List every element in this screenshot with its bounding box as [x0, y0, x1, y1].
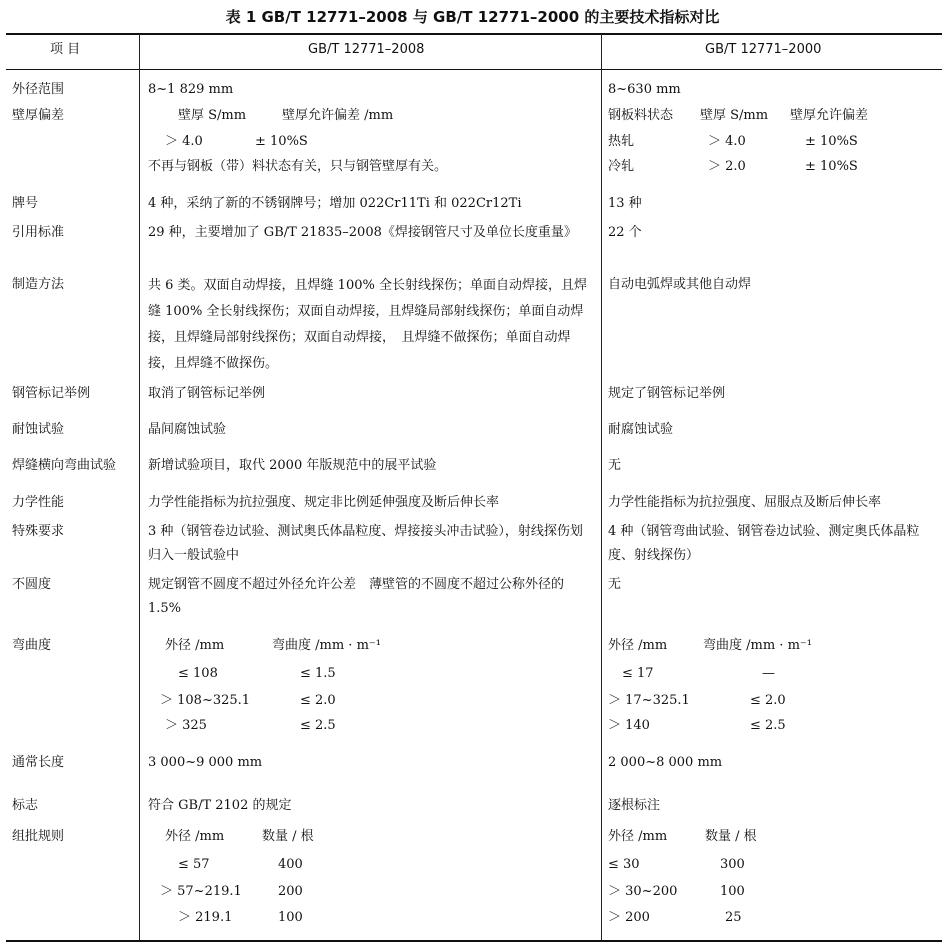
row-label-mark: 标志	[12, 798, 39, 813]
table-title: 表 1 GB/T 12771–2008 与 GB/T 12771–2000 的主要技术指标对比	[225, 8, 720, 26]
wall-dev-old-hot-thickness: ＞ 4.0	[708, 134, 746, 149]
straightness-new-r3-bow: ≤ 2.5	[300, 718, 336, 733]
marking-example-new: 取消了钢管标记举例	[148, 386, 266, 401]
straightness-new-header-bow: 弯曲度 /mm · m⁻¹	[272, 638, 381, 653]
straightness-old-r2-od: ＞ 17~325.1	[608, 693, 690, 708]
straightness-new-r3-od: ＞ 325	[165, 718, 207, 733]
row-label-grade: 牌号	[12, 196, 39, 211]
batch-old-r1-od: ≤ 30	[608, 857, 640, 872]
row-label-corrosion-test: 耐蚀试验	[12, 422, 65, 437]
wall-dev-old-cold-tolerance: ± 10%S	[805, 159, 858, 174]
straightness-old-r3-bow: ≤ 2.5	[750, 718, 786, 733]
row-label-manufacturing-method: 制造方法	[12, 277, 65, 292]
row-label-special-requirements: 特殊要求	[12, 524, 65, 539]
wall-dev-old-cold-thickness: ＞ 2.0	[708, 159, 746, 174]
batch-new-r2-od: ＞ 57~219.1	[160, 884, 242, 899]
straightness-old-r2-bow: ≤ 2.0	[750, 693, 786, 708]
row-label-weld-bend-test: 焊缝横向弯曲试验	[12, 458, 117, 473]
row-label-marking-example: 钢管标记举例	[12, 386, 91, 401]
wall-dev-old-header-thickness: 壁厚 S/mm	[700, 108, 769, 123]
corrosion-test-old: 耐腐蚀试验	[608, 422, 674, 437]
straightness-new-header-od: 外径 /mm	[165, 638, 225, 653]
straightness-old-r3-od: ＞ 140	[608, 718, 650, 733]
mark-new: 符合 GB/T 2102 的规定	[148, 798, 292, 813]
wall-dev-old-hot-tolerance: ± 10%S	[805, 134, 858, 149]
manufacturing-method-new: 共 6 类。双面自动焊接，且焊缝 100% 全长射线探伤；单面自动焊接，且焊缝 100% 全长射线探伤；双面自动焊接，且焊缝局部射线探伤；单面自动焊接，且焊缝局部射线探伤；双面自动焊接， 且焊缝不做探伤；单面自动焊接，且焊缝不做探伤。	[148, 278, 587, 371]
row-label-length: 通常长度	[12, 755, 65, 770]
reference-standards-new: 29 种，主要增加了 GB/T 21835–2008《焊接钢管尺寸及单位长度重量》	[148, 225, 577, 240]
batch-new-r2-qty: 200	[278, 884, 303, 899]
row-label-od-range: 外径范围	[12, 82, 65, 97]
column-divider-2	[601, 34, 602, 940]
batch-new-header-qty: 数量 / 根	[262, 829, 314, 844]
batch-new-r1-qty: 400	[278, 857, 303, 872]
wall-dev-new-note: 不再与钢板（带）料状态有关，只与钢管壁厚有关。	[148, 159, 448, 174]
header-old-standard: GB/T 12771–2000	[705, 42, 822, 57]
straightness-new-r1-bow: ≤ 1.5	[300, 666, 336, 681]
od-range-old: 8~630 mm	[608, 82, 681, 97]
batch-new-r1-od: ≤ 57	[178, 857, 210, 872]
mechanical-properties-old: 力学性能指标为抗拉强度、屈服点及断后伸长率	[608, 495, 882, 510]
ovality-old: 无	[608, 577, 622, 592]
mechanical-properties-new: 力学性能指标为抗拉强度、规定非比例延伸强度及断后伸长率	[148, 495, 500, 510]
corrosion-test-new: 晶间腐蚀试验	[148, 422, 227, 437]
column-divider-1	[139, 34, 140, 940]
grade-new: 4 种，采纳了新的不锈钢牌号；增加 022Cr11Ti 和 022Cr12Ti	[148, 196, 522, 211]
wall-dev-old-header-state: 钢板料状态	[608, 108, 674, 123]
ovality-new: 规定钢管不圆度不超过外径允许公差 薄壁管的不圆度不超过公称外径的 1.5%	[148, 577, 565, 616]
batch-old-r2-qty: 100	[720, 884, 745, 899]
straightness-old-r1-od: ≤ 17	[622, 666, 654, 681]
row-label-batch-rule: 组批规则	[12, 829, 65, 844]
row-label-wall-deviation: 壁厚偏差	[12, 108, 65, 123]
batch-new-r3-od: ＞ 219.1	[178, 910, 233, 925]
row-label-straightness: 弯曲度	[12, 638, 52, 653]
straightness-old-r1-bow: —	[762, 666, 775, 681]
special-requirements-new: 3 种（钢管卷边试验、测试奥氏体晶粒度、焊接接头冲击试验），射线探伤划归入一般试验中	[148, 524, 583, 563]
reference-standards-old: 22 个	[608, 225, 642, 240]
wall-dev-old-hot-rolled: 热轧	[608, 134, 635, 149]
length-new: 3 000~9 000 mm	[148, 755, 263, 770]
batch-new-r3-qty: 100	[278, 910, 303, 925]
header-item: 项 目	[50, 42, 81, 57]
straightness-new-r1-od: ≤ 108	[178, 666, 218, 681]
wall-dev-new-thickness: ＞ 4.0	[165, 134, 203, 149]
weld-bend-test-new: 新增试验项目，取代 2000 年版规范中的展平试验	[148, 458, 437, 473]
straightness-old-header-od: 外径 /mm	[608, 638, 668, 653]
row-label-ovality: 不圆度	[12, 577, 52, 592]
od-range-new: 8~1 829 mm	[148, 82, 234, 97]
batch-old-r2-od: ＞ 30~200	[608, 884, 678, 899]
batch-old-r1-qty: 300	[720, 857, 745, 872]
wall-dev-old-header-tolerance: 壁厚允许偏差	[790, 108, 869, 123]
batch-new-header-od: 外径 /mm	[165, 829, 225, 844]
batch-old-r3-od: ＞ 200	[608, 910, 650, 925]
mark-old: 逐根标注	[608, 798, 661, 813]
special-requirements-old: 4 种（钢管弯曲试验、钢管卷边试验、测定奥氏体晶粒度、射线探伤）	[608, 524, 920, 563]
straightness-old-header-bow: 弯曲度 /mm · m⁻¹	[703, 638, 812, 653]
batch-old-header-qty: 数量 / 根	[705, 829, 757, 844]
batch-old-r3-qty: 25	[725, 910, 742, 925]
header-new-standard: GB/T 12771–2008	[308, 42, 425, 57]
wall-dev-new-header-tolerance: 壁厚允许偏差 /mm	[282, 108, 394, 123]
straightness-new-r2-od: ＞ 108~325.1	[160, 693, 251, 708]
bottom-rule	[6, 940, 942, 942]
top-rule	[6, 33, 942, 35]
weld-bend-test-old: 无	[608, 458, 622, 473]
straightness-new-r2-bow: ≤ 2.0	[300, 693, 336, 708]
manufacturing-method-old: 自动电弧焊或其他自动焊	[608, 277, 752, 292]
wall-dev-new-tolerance: ± 10%S	[255, 134, 308, 149]
wall-dev-new-header-thickness: 壁厚 S/mm	[178, 108, 247, 123]
marking-example-old: 规定了钢管标记举例	[608, 386, 726, 401]
grade-old: 13 种	[608, 196, 642, 211]
row-label-reference-standards: 引用标准	[12, 225, 65, 240]
wall-dev-old-cold-rolled: 冷轧	[608, 159, 635, 174]
batch-old-header-od: 外径 /mm	[608, 829, 668, 844]
row-label-mechanical-properties: 力学性能	[12, 495, 65, 510]
header-rule	[6, 69, 942, 70]
length-old: 2 000~8 000 mm	[608, 755, 723, 770]
